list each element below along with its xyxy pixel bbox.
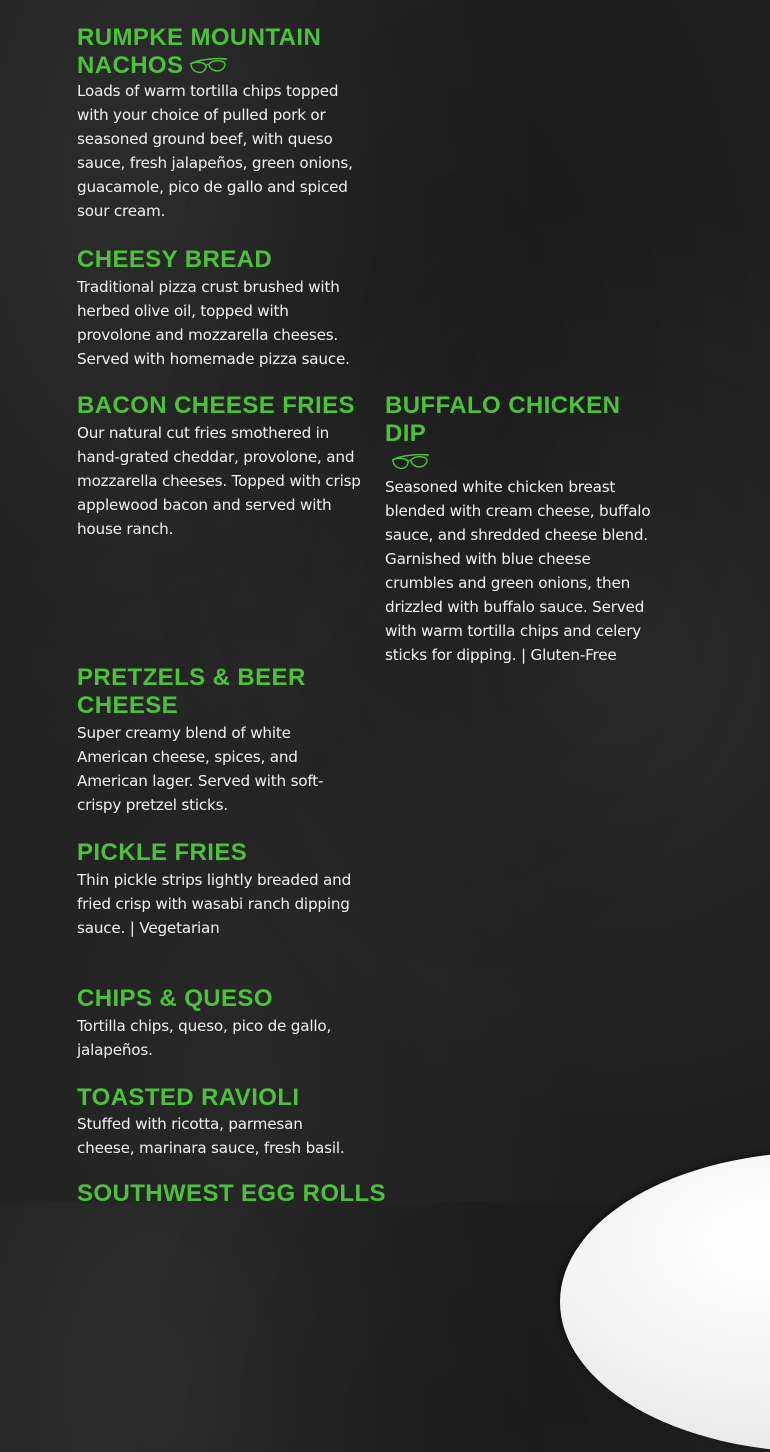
menu-item-cheesy-bread — [77, 246, 367, 371]
menu-item-pickle-fries — [77, 839, 367, 940]
glasses-icon — [389, 450, 431, 476]
menu-item-chips-queso — [77, 985, 367, 1062]
menu-item-description: Super creamy blend of white American cheese, spices, and American lager. Served with soft-crispy pretzel sticks. — [77, 724, 324, 814]
menu-item-buffalo-chicken-dip — [385, 392, 660, 667]
menu-item-description: Loads of warm tortilla chips topped with your choice of pulled pork or seasoned ground beef, with queso sauce, fresh jalapeños, green onions, guacamole, pico de gallo and spiced sour cream. — [77, 82, 353, 220]
menu-item-bacon-cheese-fries — [77, 392, 367, 541]
menu-item-description: Seasoned white chicken breast blended with cream cheese, buffalo sauce, and shredded cheese blend. Garnished with blue cheese crumbles and green onions, then drizzled with buffalo sauce. Served with warm tortilla chips and celery sticks for dipping. | Gluten-Free — [385, 478, 651, 664]
menu-item-title: BACON CHEESE FRIES — [77, 392, 355, 419]
menu-item-toasted-ravioli — [77, 1084, 367, 1160]
menu-item-title: SOUTHWEST EGG ROLLS — [77, 1180, 386, 1207]
menu-item-description: Stuffed with ricotta, parmesan cheese, marinara sauce, fresh basil. — [77, 1115, 345, 1157]
glasses-icon — [187, 55, 229, 79]
menu-item-title: PICKLE FRIES — [77, 839, 248, 866]
menu-item-title: PRETZELS & BEER CHEESE — [77, 664, 306, 719]
menu-item-title: BUFFALO CHICKEN DIP — [385, 392, 660, 476]
menu-item-rumpke-mountain-nachos — [77, 24, 367, 223]
menu-item-title: RUMPKE MOUNTAIN NACHOS — [77, 24, 322, 79]
menu-item-description: Traditional pizza crust brushed with herbed olive oil, topped with provolone and mozzarella cheeses. Served with homemade pizza sauce. — [77, 278, 350, 368]
menu-item-pretzels-beer-cheese — [77, 664, 367, 817]
menu-item-title: TOASTED RAVIOLI — [77, 1084, 300, 1111]
menu-item-title: CHEESY BREAD — [77, 246, 273, 273]
menu-item-title: CHIPS & QUESO — [77, 985, 273, 1012]
menu-item-description: Our natural cut fries smothered in hand-grated cheddar, provolone, and mozzarella cheeses. Topped with crisp applewood bacon and served with house ranch. — [77, 424, 361, 538]
menu-item-description: Thin pickle strips lightly breaded and fried crisp with wasabi ranch dipping sauce. | Vegetarian — [77, 871, 352, 937]
plate-image — [560, 1152, 770, 1452]
menu-item-description: Tortilla chips, queso, pico de gallo, jalapeños. — [77, 1017, 332, 1059]
menu-item-southwest-egg-rolls — [77, 1180, 386, 1208]
